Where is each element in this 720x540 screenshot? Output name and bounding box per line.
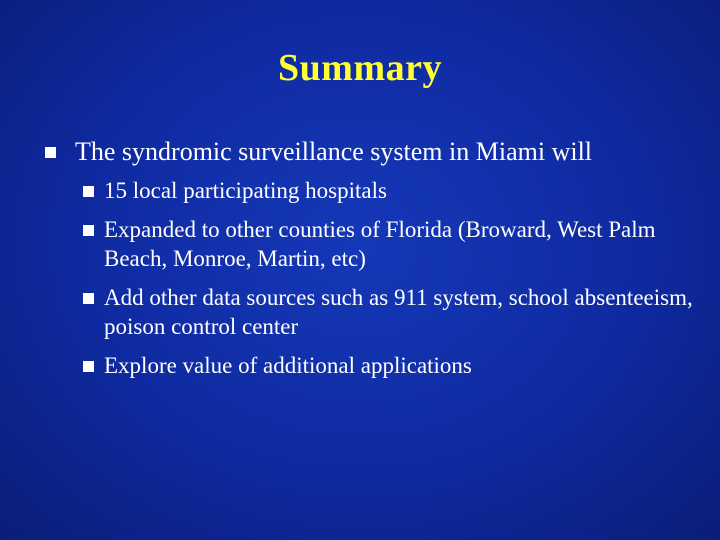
square-bullet-icon	[83, 225, 94, 236]
square-bullet-icon	[45, 147, 56, 158]
slide-title: Summary	[278, 47, 442, 89]
sub-bullet-text: Explore value of additional applications	[104, 353, 472, 378]
sub-bullet-text: 15 local participating hospitals	[104, 178, 387, 203]
sub-bullet-item	[80, 283, 700, 341]
sub-bullet-list	[80, 176, 700, 390]
square-bullet-icon	[83, 293, 94, 304]
sub-bullet-text: Expanded to other counties of Florida (Broward, West Palm Beach, Monroe, Martin, etc)	[104, 217, 656, 271]
sub-bullet-text: Add other data sources such as 911 system, school absenteeism, poison control center	[104, 285, 693, 339]
square-bullet-icon	[83, 361, 94, 372]
sub-bullet-item	[80, 351, 700, 380]
square-bullet-icon	[83, 186, 94, 197]
sub-bullet-item	[80, 176, 700, 205]
main-bullet-text: The syndromic surveillance system in Miami will	[75, 137, 593, 166]
sub-bullet-item	[80, 215, 700, 273]
